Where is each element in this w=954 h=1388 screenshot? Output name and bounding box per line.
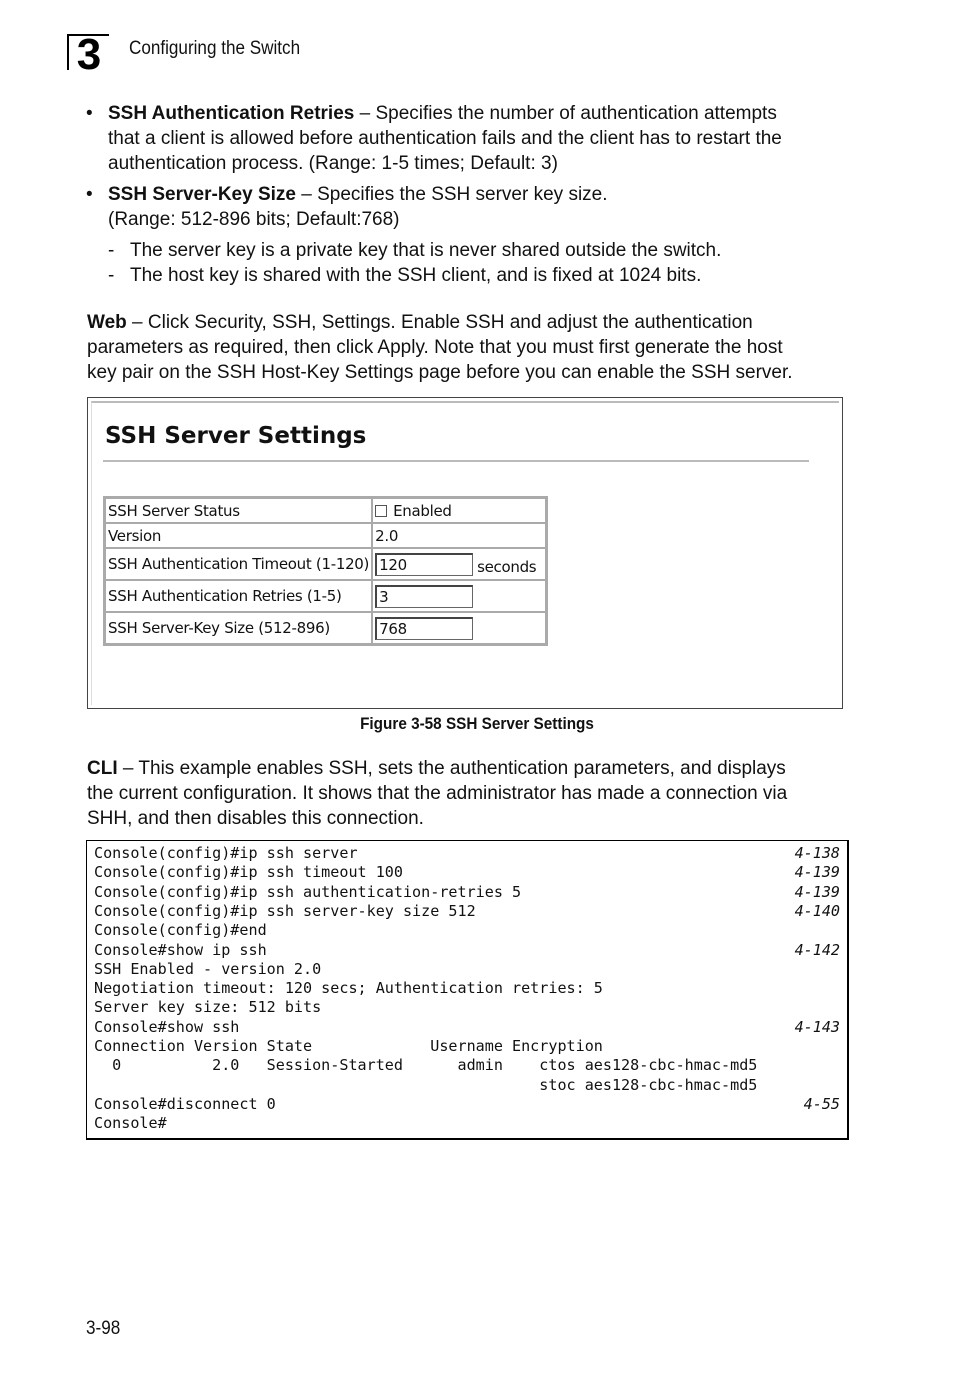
paragraph-text: – This example enables SSH, sets the authentication parameters, and displays — [117, 758, 786, 779]
code-line — [94, 883, 840, 902]
paragraph-text: parameters as required, then click Apply. Note that you must first generate the host — [87, 337, 783, 358]
bullet-text: that a client is allowed before authentication fails and the client has to restart the — [108, 128, 782, 149]
code-text: Console(config)#ip ssh server — [94, 844, 358, 862]
code-text: SSH Enabled - version 2.0 — [94, 959, 322, 978]
table-row — [105, 612, 546, 644]
code-line — [94, 1018, 840, 1037]
bullet-mark: • — [86, 103, 93, 124]
command-reference: 4-138 — [794, 844, 840, 862]
page-number: 3-98 — [86, 1318, 121, 1339]
dash-item — [108, 238, 830, 263]
setting-label: Version — [105, 523, 372, 548]
code-text: Console#show ip ssh — [94, 940, 267, 959]
code-text: Console(config)#ip ssh authentication-retries 5 — [94, 882, 522, 901]
code-text: Negotiation timeout: 120 secs; Authentication retries: 5 — [94, 979, 603, 998]
command-reference: 4-139 — [794, 863, 840, 882]
version-value: 2.0 — [372, 523, 546, 548]
setting-label: SSH Authentication Timeout (1-120) — [105, 548, 372, 580]
code-line — [94, 941, 840, 960]
figure-page — [91, 401, 839, 705]
ssh-enabled-checkbox[interactable] — [375, 505, 387, 517]
setting-value — [372, 548, 546, 580]
cli-term: CLI — [87, 758, 118, 779]
code-line — [94, 1095, 840, 1114]
code-line — [94, 998, 840, 1017]
bullet-term: SSH Server-Key Size — [108, 184, 296, 205]
auth-retries-input[interactable]: 3 — [375, 585, 473, 608]
checkbox-label: Enabled — [393, 501, 452, 520]
setting-label: SSH Server Status — [105, 498, 372, 523]
cli-paragraph — [87, 756, 857, 831]
code-text: Console#show ssh — [94, 1017, 240, 1036]
code-line — [94, 844, 840, 863]
auth-timeout-input[interactable]: 120 — [375, 553, 473, 576]
code-line — [94, 1037, 840, 1056]
server-key-size-input[interactable]: 768 — [375, 617, 473, 640]
code-text: Connection Version State Username Encryption — [94, 1037, 603, 1055]
code-text: 0 2.0 Session-Started admin ctos aes128-cbc-hmac-md5 — [94, 1056, 758, 1075]
settings-table — [103, 496, 548, 646]
web-term: Web — [87, 312, 127, 333]
bullet-text: – Specifies the SSH server key size. — [296, 184, 608, 205]
paragraph-text: the current configuration. It shows that the administrator has made a connection via — [87, 783, 788, 804]
title-divider — [103, 460, 809, 462]
command-reference: 4-140 — [794, 901, 840, 920]
setting-value — [372, 498, 546, 523]
bullet-term: SSH Authentication Retries — [108, 103, 355, 124]
bullet-ssh-auth-retries — [86, 101, 848, 176]
code-line — [94, 1114, 840, 1133]
code-text: Console# — [94, 1114, 167, 1133]
setting-value — [372, 612, 546, 644]
code-line — [94, 863, 840, 882]
command-reference: 4-142 — [794, 940, 840, 959]
figure-caption: Figure 3-58 SSH Server Settings — [360, 714, 594, 733]
command-reference: 4-139 — [794, 882, 840, 901]
running-header-title: Configuring the Switch — [129, 38, 301, 59]
ssh-server-settings-figure — [87, 397, 843, 709]
bullet-ssh-server-key-size — [86, 182, 848, 232]
bullet-text: (Range: 512-896 bits; Default:768) — [108, 209, 400, 230]
dash-item-text: The host key is shared with the SSH client, and is fixed at 1024 bits. — [130, 265, 702, 286]
setting-value — [372, 580, 546, 612]
code-line — [94, 921, 840, 940]
code-text: stoc aes128-cbc-hmac-md5 — [94, 1075, 758, 1094]
bullet-mark: • — [86, 184, 93, 205]
dash-item-text: The server key is a private key that is never shared outside the switch. — [130, 240, 722, 261]
paragraph-text: – Click Security, SSH, Settings. Enable SSH and adjust the authentication — [126, 312, 753, 333]
code-line — [94, 902, 840, 921]
command-reference: 4-143 — [794, 1017, 840, 1036]
dash-mark: - — [108, 240, 115, 261]
code-text: Console(config)#end — [94, 921, 267, 940]
page-title: SSH Server Settings — [105, 423, 367, 449]
table-row — [105, 498, 546, 523]
code-text: Console(config)#ip ssh server-key size 512 — [94, 901, 476, 920]
unit-label: seconds — [477, 557, 537, 576]
table-row — [105, 548, 546, 580]
setting-label: SSH Server-Key Size (512-896) — [105, 612, 372, 644]
code-line — [94, 960, 840, 979]
cli-code-block — [86, 840, 849, 1140]
bullet-text: – Specifies the number of authentication attempts — [354, 103, 777, 124]
code-text: Console#disconnect 0 — [94, 1094, 276, 1113]
dash-item — [108, 263, 830, 288]
code-line — [94, 1056, 840, 1075]
dash-mark: - — [108, 265, 115, 286]
table-row — [105, 580, 546, 612]
table-row — [105, 523, 546, 548]
code-text: Console(config)#ip ssh timeout 100 — [94, 863, 403, 882]
code-line — [94, 1076, 840, 1095]
web-paragraph — [87, 310, 857, 385]
code-line — [94, 979, 840, 998]
paragraph-text: key pair on the SSH Host-Key Settings page before you can enable the SSH server. — [87, 362, 793, 383]
paragraph-text: SHH, and then disables this connection. — [87, 808, 424, 829]
chapter-number-badge: 3 — [67, 34, 109, 70]
setting-label: SSH Authentication Retries (1-5) — [105, 580, 372, 612]
code-text: Server key size: 512 bits — [94, 998, 322, 1017]
command-reference: 4-55 — [803, 1094, 840, 1113]
bullet-text: authentication process. (Range: 1-5 times; Default: 3) — [108, 153, 558, 174]
